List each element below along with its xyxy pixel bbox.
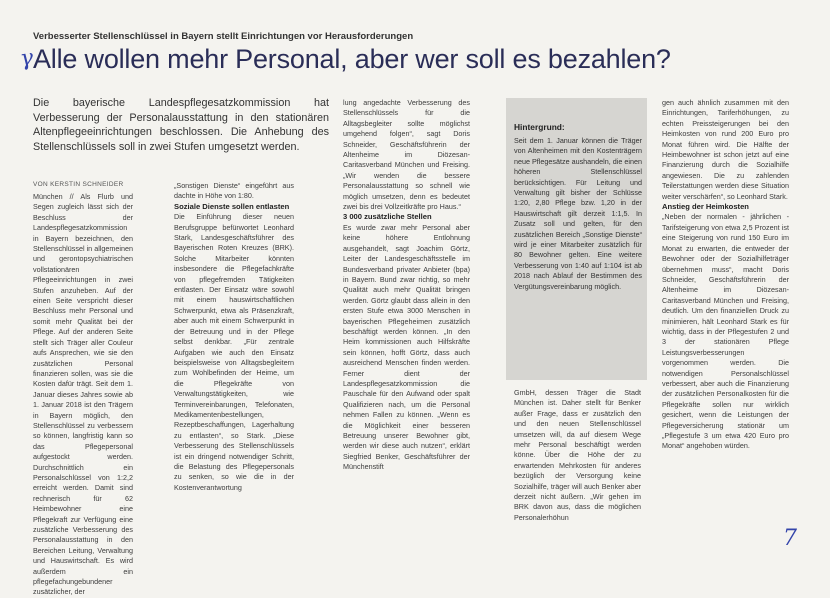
column-1 [33, 192, 133, 597]
column-5-text-a: gen auch ähnlich zusammen mit den Einrichtungen, Tariferhöhungen, zu echten Preissteigerungen bei den Heimkosten von rund 200 Euro pro Monat führen wird. Die Hälfte der Heimbewohner ist schon jetzt auf eine Finanzierung durch die Sozialhilfe angewiesen. Die zu zahlenden Teilerstattungen werden diese Situation weiter verschärfen“, so Leonhard Stark. [662, 98, 789, 201]
column-5 [662, 98, 789, 548]
column-2-text-b: Die Einführung dieser neuen Berufsgruppe befürwortet Leonhard Stark, Landesgeschäftsführer des Bayerischen Roten Kreuzes (BRK). Solche Mitarbeiter könnten insbesondere die Pflegefachkräfte von pflegefremden Tätigkeiten entlasten. Der Einsatz wäre sowohl mit einem hauswirtschaftlichen Schwerpunkt, etwa als Präsenzkraft, aber auch mit einem Schwerpunkt in der Betreuung und in der Pflege selbst denkbar. „Für zentrale Aufgaben wie auch den Einsatz beispielsweise von Alltagsbegleitern zum Wohlbefinden der Heime, um die Pflegekräfte von Verwaltungstätigkeiten, wie Terminvereinbarungen, Telefonaten, Medikamentenbestellungen, Rezeptbeschaffungen, Lagerhaltung zu entlasten“, so Stark. „Diese Verbesserung des Stellenschlüssels ist ein dringend notwendiger Schritt, die Belastung des Pflegepersonals zu senken, so wie die in der Kostenverantwortung [174, 212, 294, 492]
column-3-text-a: lung angedachte Verbesserung des Stellenschlüssels für die Alltagsbegleiter sollte möglichst umgehend folgen“, sagt Doris Schneider, Geschäftsführerin der Altenheime im Diözesan-Caritasverband München und Freising. „Wir wenden die bessere Personalausstattung so schnell wie möglich umsetzen, denn es bedeutet zwei bis drei Vollzeitkräfte pro Haus.“ [343, 98, 470, 212]
column-3-text-b: Es wurde zwar mehr Personal aber keine höhere Entlohnung ausgehandelt, sagt Joachim Görtz, Leiter der Landesgeschäftsstelle im Bundesverband privater Anbieter (bpa) in Bayern. Bund zwar richtig, so mehr Qualität auch mehr Qualität bringen werden. Görtz glaubt dass allein in den ersten Stufe etwa 3000 Menschen in bayerischen Pflegeheimen zusätzlich beschäftigt werden können. „In den Heim kommissionen auch Hilfskräfte sein können, hofft Görtz, dass auch ausreichend Menschen finden werden. Ferner dient der Landespflegesatzkommission die Pauschale für den Aufwand oder spalt Qualifizieren nach, um die Personal nehmen Fallen zu können. „Wenn es die Möglichkeit einer besseren Betreuung unserer Bewohner gibt, werden wir diese auch nutzen“, erklärt Siegfried Benker, Geschäftsführer der Münchenstift [343, 222, 470, 472]
column-2 [174, 181, 294, 546]
column-2-text-a: „Sonstigen Dienste“ eingeführt aus dachte in Höhe von 1:80. [174, 181, 294, 201]
subheading-soziale-dienste: Soziale Dienste sollen entlasten [174, 201, 290, 211]
background-box-text: Seit dem 1. Januar können die Träger von Altenheimen mit den Kostenträgern neue Pflegesätze aushandeln, die einen höheren Stellenschlüssel berücksichtigen. Für Leitung und Verwaltung gilt bisher der Schlüsse 1:20, 2,80 Pflege bzw. 1,20 in der Hauswirtschaft gilt derzeit 1:1,5. In Zusatz soll und gelten, für den zusätzlichen Bereich „Sonstige Dienste“ wird je einer Mitarbeiter zusätzlich für 80 Bewohner gelten. Eine weitere Verbesserung von 1:40 auf 1:104 ist ab 2018 nach Ablauf der Bestimmen des Vergütungsvereinbarung möglich. [514, 136, 642, 291]
byline: VON KERSTIN SCHNEIDER [33, 181, 124, 188]
subheading-heimkosten: Anstieg der Heimkosten [662, 202, 749, 212]
handwritten-mark: γ [18, 45, 35, 72]
background-box [506, 98, 647, 380]
page-number: 7 [783, 526, 797, 551]
article-kicker: Verbesserter Stellenschlüssel in Bayern stellt Einrichtungen vor Herausforderungen [33, 31, 414, 42]
article-headline: Alle wollen mehr Personal, aber wer soll es bezahlen? [33, 44, 671, 74]
column-5-text-b: „Neben der normalen - jährlichen - Tarifsteigerung von etwa 2,5 Prozent ist eine Steigerung von rund 150 Euro im Monat zu erwarten, die entweder der Bewohner oder der Sozialhilfeträger übernehmen muss“, macht Doris Schneider, Geschäftsführerin der Altenheime im Diözesan-Caritasverband München und Freising, deutlich. Um den finanziellen Druck zu minimieren, hält Leonhard Stark es für wichtig, dass in der Pflegestufen 2 und 3 der stationären Pflege Leistungsverbesserungen vorgenommen werden. Die notwendigen Personalschlüssel verbessert, aber auch die Finanzierung der zusätzlichen Personalkosten für die Pflegekräfte sollen nur wirklich gesichert, wenn die Leistungen der Pflegeversicherung stationär um „Pflegestufe 3 um etwa 420 Euro pro Monat“ angehoben würden. [662, 212, 789, 451]
background-box-heading: Hintergrund: [514, 122, 565, 132]
column-1-text: München // Als Flurb und Segen zugleich lässt sich der Beschluss der Landespflegesatzkommission in Bayern bezeichnen, den Stellenschlüssel in allgemeinen und gerontopsychiatrischen vollstationären Pflegeeinrichtungen in zwei Stufen anzuheben. Auf der einen Seite verspricht dieser Beschluss mehr Personal und somit mehr Qualität bei der Pflege. Auf der anderen Seite stellt sich Träger aller Couleur aufs Ansprechen, wie sie den zusätzlichen Personal finanzieren sollen, was sie die Kosten dafür trägt. Seit dem 1. Januar dieses Jahres sowie ab 1. Januar 2018 ist den Trägern in Bayern möglich, den Stellenschlüssel zu verbessern so können, langfristig kann so das Pflegepersonal aufgestockt werden. Durchschnittlich ein Personalschlüssel von 1:2,2 erreicht werden. Damit sind rechnerisch für 62 Heimbewohner eine Pflegekraft zur Verfügung eine zusätzliche Verbesserung des Personalausstattung in den Bereichen Leitung, Verwaltung und Hauswirtschaft. Es wird außerdem ein pflegefachungebundener zusätzlicher, der [33, 192, 133, 597]
subheading-zusaetzliche-stellen: 3 000 zusätzliche Stellen [343, 212, 432, 222]
column-4 [514, 388, 641, 548]
article-lead: Die bayerische Landespflegesatzkommission hat Verbesserung der Personalausstattung in den stationären Altenpflegeeinrichtungen beschlossen. Die Anhebung des Stellenschlüssels soll in zwei Stufen umgesetzt werden. [33, 97, 329, 153]
column-4-text: GmbH, dessen Träger die Stadt München ist. Daher stellt für Benker außer Frage, dass er zusätzlich den und den neuen Stellenschlüssel umsetzen will, da auf diesem Wege mehr Personal beschäftigt werden könne. Über die Höhe der zu erwartenden Mehrkosten für anderes bezüglich der Versorgung keine Sozialhilfe, träger will auch Benker aber derzeit nicht äußern. „Wir gehen im BRK davon aus, dass die möglichen Personalerhöhun [514, 388, 641, 522]
column-3 [343, 98, 470, 548]
